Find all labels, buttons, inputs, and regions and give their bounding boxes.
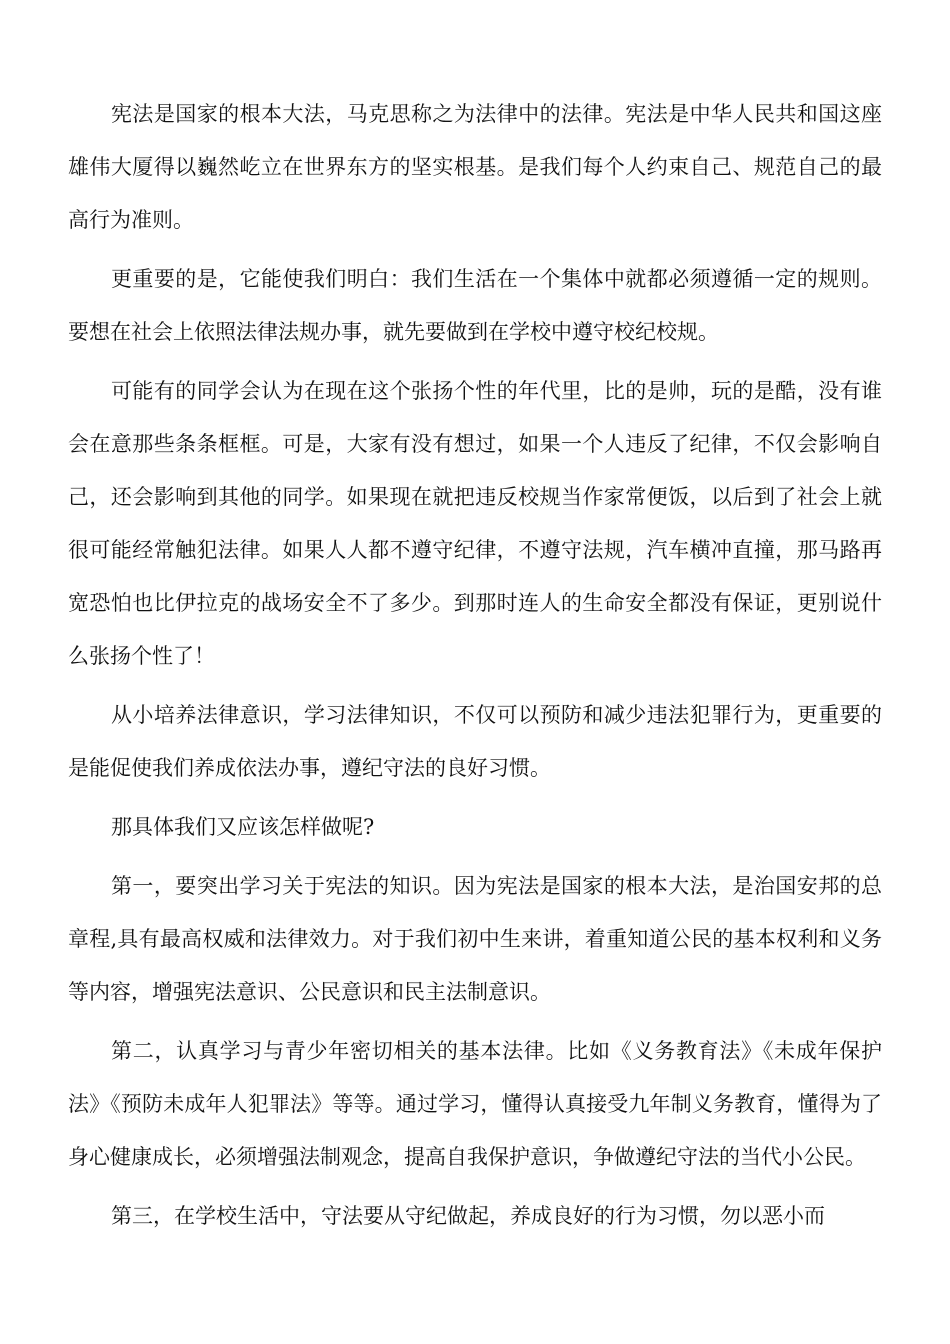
paragraph-6: 第一，要突出学习关于宪法的知识。因为宪法是国家的根本大法，是治国安邦的总章程,具有最高权威和法律效力。对于我们初中生来讲，着重知道公民的基本权利和义务等内容，增强宪法意识、公民意识和民主法制意识。 — [68, 874, 882, 1004]
paragraph-5: 那具体我们又应该怎样做呢? — [111, 815, 375, 839]
paragraph-1: 宪法是国家的根本大法，马克思称之为法律中的法律。宪法是中华人民共和国这座雄伟大厦得以巍然屹立在世界东方的坚实根基。是我们每个人约束自己、规范自己的最高行为准则。 — [68, 102, 882, 232]
document-body — [68, 88, 882, 1249]
paragraph-8: 第三，在学校生活中，守法要从守纪做起，养成良好的行为习惯，勿以恶小而 — [111, 1204, 825, 1228]
paragraph-4: 从小培养法律意识，学习法律知识，不仅可以预防和减少违法犯罪行为，更重要的是能促使我们养成依法办事，遵纪守法的良好习惯。 — [68, 703, 882, 780]
paragraph-7: 第二，认真学习与青少年密切相关的基本法律。比如《义务教育法》《未成年保护法》《预防未成年人犯罪法》等等。通过学习，懂得认真接受九年制义务教育，懂得为了身心健康成长，必须增强法制观念，提高自我保护意识，争做遵纪守法的当代小公民。 — [68, 1039, 882, 1169]
paragraph-3: 可能有的同学会认为在现在这个张扬个性的年代里，比的是帅，玩的是酷，没有谁会在意那些条条框框。可是，大家有没有想过，如果一个人违反了纪律，不仅会影响自己，还会影响到其他的同学。如果现在就把违反校规当作家常便饭，以后到了社会上就很可能经常触犯法律。如果人人都不遵守纪律，不遵守法规，汽车横冲直撞，那马路再宽恐怕也比伊拉克的战场安全不了多少。到那时连人的生命安全都没有保证，更别说什么张扬个性了！ — [68, 379, 882, 668]
paragraph-2: 更重要的是，它能使我们明白：我们生活在一个集体中就都必须遵循一定的规则。要想在社会上依照法律法规办事，就先要做到在学校中遵守校纪校规。 — [68, 267, 882, 344]
